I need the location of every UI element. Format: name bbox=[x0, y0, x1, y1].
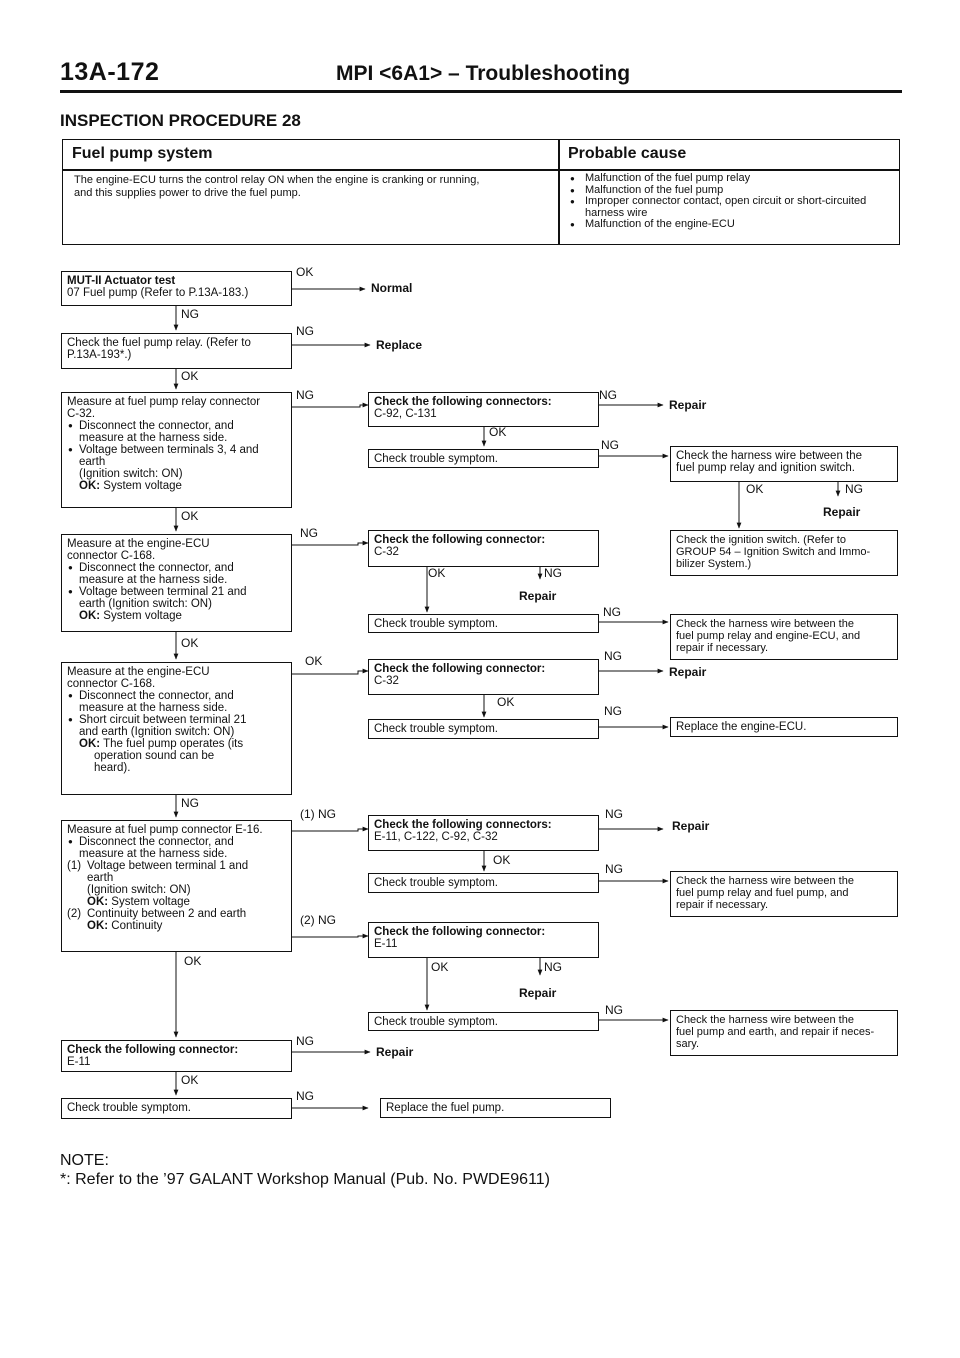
box-text: fuel pump relay and ignition switch. bbox=[676, 462, 855, 474]
box-bullet: ● Disconnect the connector, and bbox=[67, 420, 286, 432]
ng-branch-label: NG bbox=[296, 1034, 314, 1048]
result-normal: Normal bbox=[371, 281, 413, 295]
measure-ecu-connector-box bbox=[61, 534, 292, 632]
page-number: 13A-172 bbox=[60, 58, 160, 86]
cause-item: ● Malfunction of the fuel pump relay bbox=[568, 173, 893, 185]
box-bullet: ● Short circuit between terminal 21 bbox=[67, 714, 286, 726]
check-ignition-switch-box bbox=[670, 530, 898, 576]
ok-label: OK: bbox=[87, 896, 109, 908]
box-text: Check the ignition switch. (Refer to bbox=[676, 534, 846, 546]
ok-branch-label: OK bbox=[296, 265, 314, 279]
ng-branch-label: NG bbox=[601, 438, 619, 452]
box-text: Check the fuel pump relay. (Refer to bbox=[67, 337, 251, 349]
ng-branch-label: NG bbox=[544, 566, 562, 580]
box-text: System voltage bbox=[103, 610, 182, 622]
ng-branch-label: NG bbox=[181, 307, 199, 321]
box-bullet: ● Voltage between terminal 21 and bbox=[67, 586, 286, 598]
box-text: Replace the fuel pump. bbox=[386, 1102, 505, 1114]
ok-label: OK: bbox=[79, 738, 101, 750]
flow-arrow bbox=[292, 936, 368, 937]
cause-item: ● Malfunction of the engine-ECU bbox=[568, 219, 893, 231]
check-harness-pump-earth-box bbox=[670, 1010, 898, 1056]
check-symptom-box bbox=[368, 614, 599, 633]
check-connectors-e11-box bbox=[368, 815, 599, 851]
check-connector-e11-box bbox=[61, 1040, 292, 1072]
check-harness-relay-ecu-box bbox=[670, 614, 898, 660]
ok-label: OK: bbox=[79, 610, 101, 622]
box-text: C-32 bbox=[374, 546, 399, 558]
box-title: Check the following connector: bbox=[67, 1044, 239, 1056]
box-text: Check the harness wire between the bbox=[676, 618, 854, 630]
ok-branch-label: OK bbox=[181, 636, 199, 650]
box-text: heard). bbox=[94, 762, 131, 774]
description-line: The engine-ECU turns the control relay ON when the engine is cranking or running, bbox=[74, 174, 480, 186]
ng-branch-label: (1) NG bbox=[300, 807, 336, 821]
check-connector-e11-box bbox=[368, 922, 599, 958]
cause-item: ● Improper connector contact, open circuit or short-circuited harness wire bbox=[568, 196, 893, 219]
measure-relay-connector-box bbox=[61, 392, 292, 508]
box-text: fuel pump relay and engine-ECU, and bbox=[676, 630, 861, 642]
box-text: earth bbox=[87, 872, 114, 884]
box-text: Check the harness wire between the bbox=[676, 1014, 854, 1026]
result-repair: Repair bbox=[823, 505, 861, 519]
result-repair: Repair bbox=[672, 819, 710, 833]
box-text: 07 Fuel pump (Refer to P.13A-183.) bbox=[67, 287, 249, 299]
actuator-test-box bbox=[61, 271, 292, 306]
box-bullet: ● Disconnect the connector, and bbox=[67, 690, 286, 702]
box-text: Check trouble symptom. bbox=[374, 1016, 498, 1028]
check-symptom-box bbox=[61, 1098, 292, 1119]
box-title: Check the following connectors: bbox=[374, 396, 552, 408]
box-text: E-11, C-122, C-92, C-32 bbox=[374, 831, 498, 843]
box-text: repair if necessary. bbox=[676, 642, 769, 654]
ng-branch-label: NG bbox=[845, 482, 863, 496]
box-text: E-11 bbox=[374, 938, 398, 950]
note-heading: NOTE: bbox=[60, 1152, 109, 1169]
replace-fuel-pump-box bbox=[380, 1098, 611, 1118]
box-text: C-92, C-131 bbox=[374, 408, 437, 420]
box-bullet: ● Voltage between terminals 3, 4 and bbox=[67, 444, 286, 456]
box-text: connector C-168. bbox=[67, 550, 156, 562]
measure-ecu-short-box bbox=[61, 662, 292, 795]
box-text: System voltage bbox=[103, 480, 182, 492]
box-text: P.13A-193*.) bbox=[67, 349, 132, 361]
result-repair: Repair bbox=[669, 398, 707, 412]
ok-branch-label: OK bbox=[181, 369, 199, 383]
box-text: fuel pump relay and fuel pump, and bbox=[676, 887, 849, 899]
box-text: and earth (Ignition switch: ON) bbox=[79, 726, 235, 738]
box-text: sary. bbox=[676, 1038, 700, 1050]
ok-branch-label: OK bbox=[305, 654, 323, 668]
ng-branch-label: NG bbox=[604, 704, 622, 718]
ng-branch-label: NG bbox=[605, 1003, 623, 1017]
box-text: Measure at fuel pump connector E-16. bbox=[67, 824, 263, 836]
result-repair: Repair bbox=[519, 986, 557, 1000]
check-symptom-box bbox=[368, 719, 599, 739]
ng-branch-label: NG bbox=[296, 388, 314, 402]
flow-arrow bbox=[292, 405, 368, 407]
box-text: GROUP 54 – Ignition Switch and Immo- bbox=[676, 546, 871, 558]
box-title: MUT-II Actuator test bbox=[67, 275, 176, 287]
check-harness-relay-pump-box bbox=[670, 871, 898, 917]
ng-branch-label: NG bbox=[599, 388, 617, 402]
ng-branch-label: NG bbox=[300, 526, 318, 540]
ok-branch-label: OK bbox=[431, 960, 449, 974]
box-text: measure at the harness side. bbox=[79, 432, 228, 444]
result-repair: Repair bbox=[376, 1045, 414, 1059]
box-text: bilizer System.) bbox=[676, 558, 752, 570]
box-text: earth (Ignition switch: ON) bbox=[79, 598, 212, 610]
box-title: Check the following connector: bbox=[374, 663, 546, 675]
check-symptom-box bbox=[368, 873, 599, 893]
item-number: (2) bbox=[67, 908, 82, 920]
box-text: (Ignition switch: ON) bbox=[87, 884, 191, 896]
box-text: repair if necessary. bbox=[676, 899, 769, 911]
system-heading: Fuel pump system bbox=[72, 145, 213, 162]
box-text: (Ignition switch: ON) bbox=[79, 468, 183, 480]
flow-arrow bbox=[292, 671, 368, 674]
ok-branch-label: OK bbox=[181, 509, 199, 523]
box-text: measure at the harness side. bbox=[79, 702, 228, 714]
ng-branch-label: NG bbox=[296, 1089, 314, 1103]
box-text: earth bbox=[79, 456, 106, 468]
item-number: (1) bbox=[67, 860, 82, 872]
ng-branch-label: NG bbox=[603, 605, 621, 619]
ng-branch-label: NG bbox=[181, 796, 199, 810]
box-title: Check the following connector: bbox=[374, 534, 546, 546]
box-bullet: ● Disconnect the connector, and bbox=[67, 562, 286, 574]
box-text: measure at the harness side. bbox=[79, 848, 228, 860]
box-text: Continuity between 2 and earth bbox=[87, 908, 247, 920]
ok-branch-label: OK bbox=[428, 566, 446, 580]
ng-branch-label: (2) NG bbox=[300, 913, 336, 927]
check-connector-c32-box bbox=[368, 530, 599, 567]
box-text: Check trouble symptom. bbox=[67, 1102, 191, 1114]
box-text: System voltage bbox=[111, 896, 190, 908]
ng-branch-label: NG bbox=[605, 862, 623, 876]
ok-branch-label: OK bbox=[184, 954, 202, 968]
box-text: Check the harness wire between the bbox=[676, 450, 863, 462]
procedure-title: INSPECTION PROCEDURE 28 bbox=[60, 111, 301, 130]
box-text: Check trouble symptom. bbox=[374, 723, 498, 735]
ng-branch-label: NG bbox=[604, 649, 622, 663]
box-text: Replace the engine-ECU. bbox=[676, 721, 807, 733]
box-text: operation sound can be bbox=[94, 750, 215, 762]
box-text: fuel pump and earth, and repair if neces- bbox=[676, 1026, 875, 1038]
box-text: measure at the harness side. bbox=[79, 574, 228, 586]
box-text: E-11 bbox=[67, 1056, 91, 1068]
probable-cause-heading: Probable cause bbox=[568, 145, 687, 162]
box-title: Check the following connectors: bbox=[374, 819, 552, 831]
replace-engine-ecu-box bbox=[670, 717, 898, 737]
result-repair: Repair bbox=[669, 665, 707, 679]
cause-item: ● Malfunction of the fuel pump bbox=[568, 185, 893, 197]
box-bullet: ● Disconnect the connector, and bbox=[67, 836, 286, 848]
note-text: *: Refer to the ’97 GALANT Workshop Manual (Pub. No. PWDE9611) bbox=[60, 1171, 550, 1188]
ok-branch-label: OK bbox=[489, 425, 507, 439]
ok-branch-label: OK bbox=[497, 695, 515, 709]
ok-label: OK: bbox=[79, 480, 101, 492]
check-relay-box bbox=[61, 333, 292, 369]
check-harness-relay-ignition-box bbox=[670, 446, 898, 482]
box-text: Measure at the engine-ECU bbox=[67, 666, 210, 678]
box-text: Check the harness wire between the bbox=[676, 875, 854, 887]
ok-branch-label: OK bbox=[746, 482, 764, 496]
box-text: Voltage between terminal 1 and bbox=[87, 860, 249, 872]
box-text: C-32. bbox=[67, 408, 96, 420]
box-text: Measure at the engine-ECU bbox=[67, 538, 210, 550]
ok-branch-label: OK bbox=[493, 853, 511, 867]
box-text: Check trouble symptom. bbox=[374, 618, 498, 630]
check-symptom-box bbox=[368, 1012, 599, 1031]
ng-branch-label: NG bbox=[544, 960, 562, 974]
measure-pump-connector-box bbox=[61, 820, 292, 952]
box-text: connector C-168. bbox=[67, 678, 156, 690]
box-text: Measure at fuel pump relay connector bbox=[67, 396, 261, 408]
box-text: Check trouble symptom. bbox=[374, 453, 498, 465]
flow-arrow bbox=[292, 829, 368, 831]
check-symptom-box bbox=[368, 449, 599, 468]
description-line: and this supplies power to drive the fuel pump. bbox=[74, 187, 301, 199]
box-text: C-32 bbox=[374, 675, 399, 687]
ok-branch-label: OK bbox=[181, 1073, 199, 1087]
ng-branch-label: NG bbox=[296, 324, 314, 338]
box-text: The fuel pump operates (its bbox=[103, 738, 244, 750]
check-connector-c32-box bbox=[368, 659, 599, 695]
box-title: Check the following connector: bbox=[374, 926, 546, 938]
page-title: MPI <6A1> – Troubleshooting bbox=[336, 62, 631, 85]
flow-arrow bbox=[292, 543, 368, 545]
box-text: Continuity bbox=[111, 920, 163, 932]
ng-branch-label: NG bbox=[605, 807, 623, 821]
result-repair: Repair bbox=[519, 589, 557, 603]
box-text: Check trouble symptom. bbox=[374, 877, 498, 889]
result-replace: Replace bbox=[376, 338, 423, 352]
ok-label: OK: bbox=[87, 920, 109, 932]
check-connectors-c92-box bbox=[368, 392, 599, 427]
